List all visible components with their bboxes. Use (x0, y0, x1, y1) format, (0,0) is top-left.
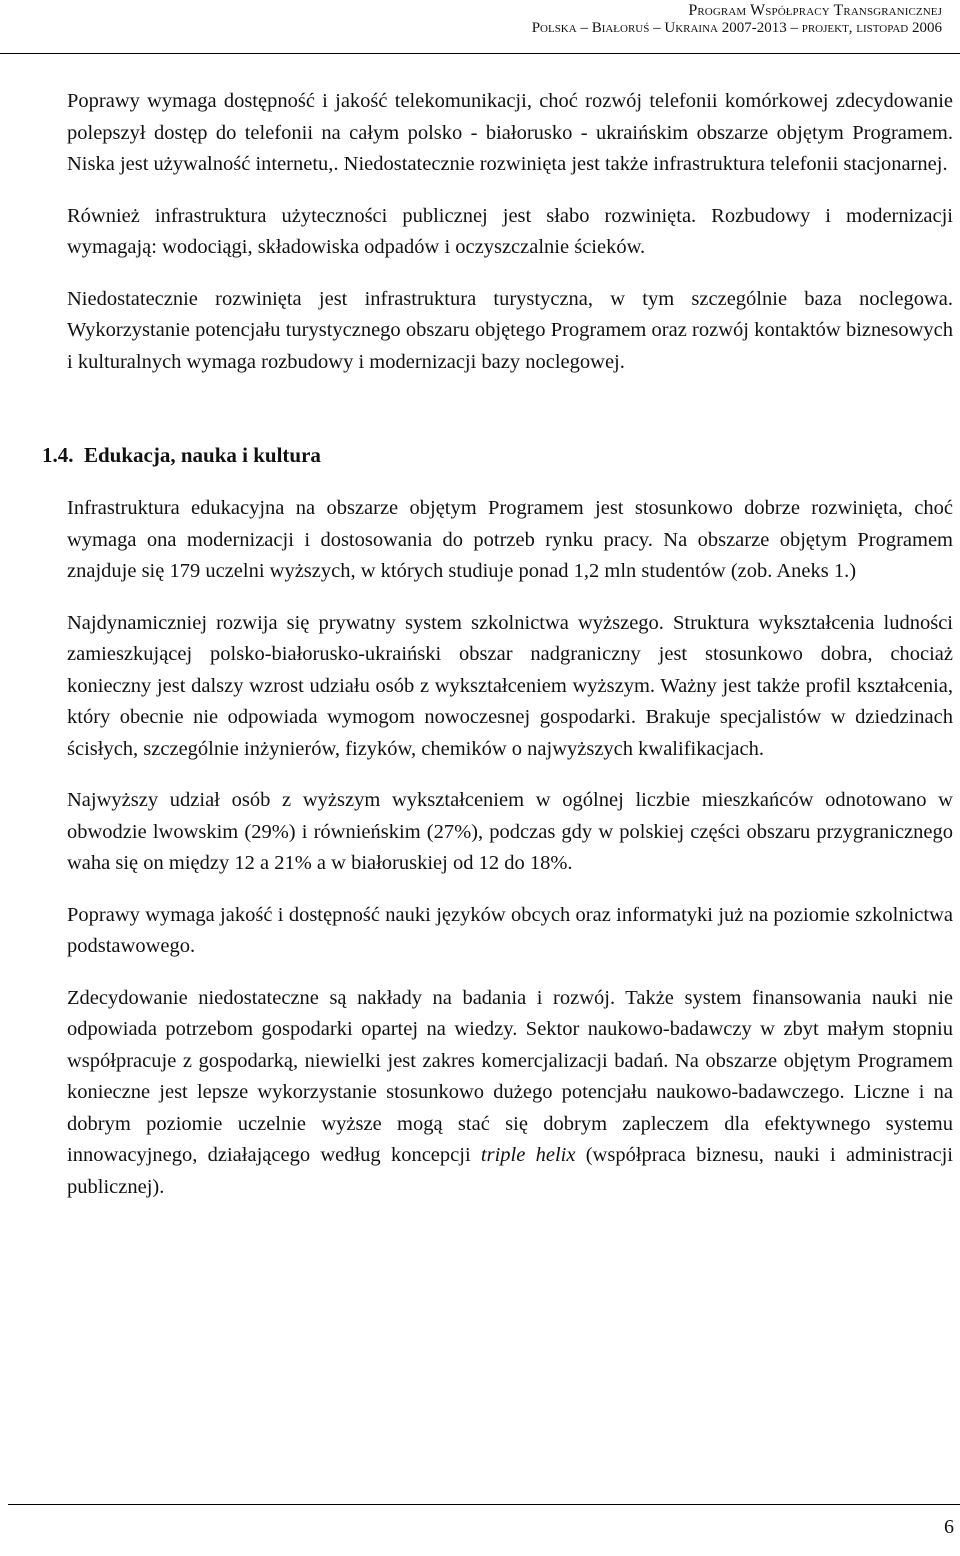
page-header (0, 0, 960, 56)
section-number: 1.4. (42, 443, 74, 467)
header-divider (0, 53, 960, 54)
header-program-title: Program Współpracy Transgranicznej (688, 2, 942, 19)
paragraph-education-infrastructure: Infrastruktura edukacyjna na obszarze objętym Programem jest stosunkowo dobrze rozwinięta, choć wymaga ona modernizacji i dostosowania do potrzeb rynku pracy. Na obszarze objętym Programem znajduje się 179 uczelni wyższych, w których studiuje ponad 1,2 mln studentów (zob. Aneks 1.) (67, 497, 953, 582)
paragraph-education-statistics: Najwyższy udział osób z wyższym wykształceniem w ogólnej liczbie mieszkańców odnotowano w obwodzie lwowskim (29%) i równieńskim (27%), podczas gdy w polskiej części obszaru przygranicznego waha się on między 12 a 21% a w białoruskiej od 12 do 18%. (67, 789, 953, 874)
research-text-start: Zdecydowanie niedostateczne są nakłady na badania i rozwój. Także system finansowania nauki nie odpowiada potrzebom gospodarki opartej na wiedzy. Sektor naukowo-badawczy w zbyt małym stopniu współpracuje z gospodarką, niewielki jest zakres komercjalizacji badań. Na obszarze objętym Programem konieczne jest lepsze wykorzystanie stosunkowo dużego potencjału naukowo-badawczego. Liczne i na dobrym poziomie uczelnie wyższe mogą stać się dobrym zapleczem dla efektywnego systemu innowacyjnego, działającego według koncepcji (67, 986, 953, 1166)
header-program-subtitle: Polska – Białoruś – Ukraina 2007-2013 – projekt, listopad 2006 (531, 20, 942, 36)
paragraph-telecom: Poprawy wymaga dostępność i jakość telekomunikacji, choć rozwój telefonii komórkowej zdecydowanie polepszył dostęp do telefonii na całym polsko - białorusko - ukraińskim obszarze objętym Programem. Niska jest używalność internetu,. Niedostatecznie rozwinięta jest także infrastruktura telefonii stacjonarnej. (67, 90, 953, 175)
section-heading (42, 440, 953, 471)
paragraph-research (67, 983, 953, 1204)
section-title: Edukacja, nauka i kultura (84, 443, 321, 467)
research-text-end: (współpraca biznesu, nauki i administracji publicznej). (67, 1144, 953, 1198)
research-text-italic: triple helix (480, 1144, 576, 1166)
footer-divider (8, 1504, 960, 1505)
paragraph-languages: Poprawy wymaga jakość i dostępność nauki języków obcych oraz informatyki już na poziomie szkolnictwa podstawowego. (67, 903, 953, 957)
page-number: 6 (944, 1516, 954, 1538)
paragraph-tourism: Niedostatecznie rozwinięta jest infrastruktura turystyczna, w tym szczególnie baza noclegowa. Wykorzystanie potencjału turystycznego obszaru objętego Programem oraz rozwój kontaktów biznesowych i kulturalnych wymaga rozbudowy i modernizacji bazy noclegowej. (67, 287, 953, 373)
document-body (42, 86, 953, 1203)
paragraph-public-utilities: Również infrastruktura użyteczności publicznej jest słabo rozwinięta. Rozbudowy i modernizacji wymagają: wodociągi, składowiska odpadów i oczyszczalnie ścieków. (67, 204, 953, 258)
paragraph-higher-education: Najdynamiczniej rozwija się prywatny system szkolnictwa wyższego. Struktura wykształcenia ludności zamieszkującej polsko-białorusko-ukraiński obszar nadgraniczny jest stosunkowo dobra, chociaż konieczny jest dalszy wzrost udziału osób z wykształceniem wyższym. Ważny jest także profil kształcenia, który obecnie nie odpowiada wymogom nowoczesnej gospodarki. Brakuje specjalistów w dziedzinach ścisłych, szczególnie inżynierów, fizyków, chemików o najwyższych kwalifikacjach. (67, 611, 953, 760)
